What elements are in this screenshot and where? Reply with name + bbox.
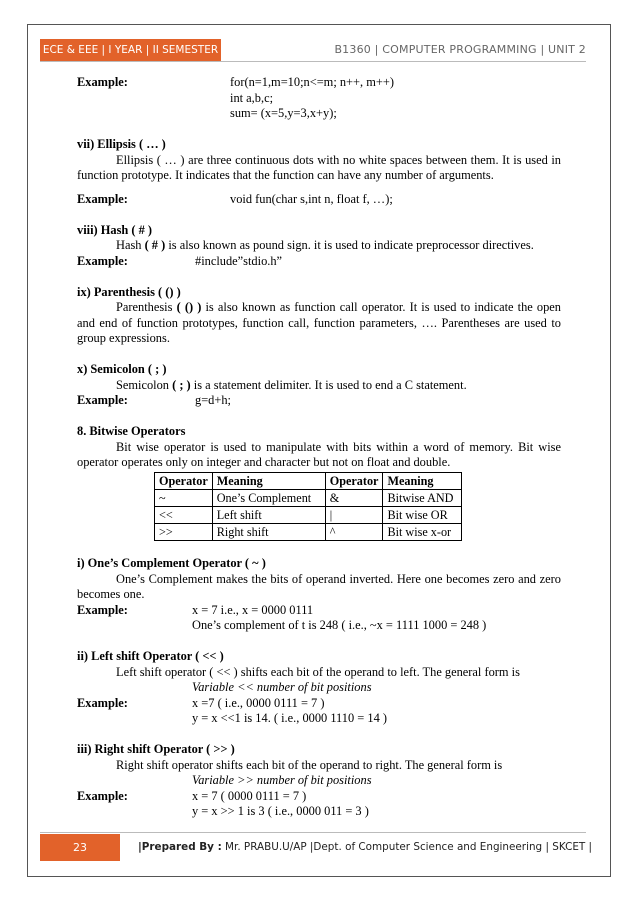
paren-text: is also known as function call operator. It is used to indicate the open and end of function prototypes, function call, function parameters, …. Parentheses are used to group expressions. [77, 300, 561, 345]
operators-table [154, 472, 462, 541]
hash-text: Hash [116, 238, 145, 252]
example-label: Example: [77, 253, 128, 268]
footer-prepared-text: Mr. PRABU.U/AP |Dept. of Computer Science and Engineering | SKCET | [221, 841, 593, 853]
section-heading-semicolon: x) Semicolon ( ; ) [77, 362, 167, 376]
example-label: Example: [77, 788, 128, 803]
example-code: void fun(char s,int n, float f, …); [230, 191, 393, 206]
general-form-row [77, 680, 561, 696]
example-row [77, 711, 561, 727]
paragraph-left-shift: Left shift operator ( << ) shifts each bit of the operand to left. The general form is [116, 664, 520, 679]
section-heading-left-shift: ii) Left shift Operator ( << ) [77, 649, 224, 663]
example-row [77, 254, 561, 270]
header-course-tag: ECE & EEE | I YEAR | II SEMESTER [40, 39, 221, 61]
example-row [77, 603, 561, 619]
table-row [155, 489, 462, 506]
page-content [77, 75, 561, 820]
table-cell: Bit wise x-or [383, 523, 462, 540]
general-form-row [77, 773, 561, 789]
header-title: B1360 | COMPUTER PROGRAMMING | UNIT 2 [334, 43, 586, 56]
section-heading-ones-complement: i) One’s Complement Operator ( ~ ) [77, 556, 266, 570]
example-label: Example: [77, 191, 128, 206]
table-cell: Right shift [212, 523, 325, 540]
header-divider [40, 61, 586, 62]
example-code: int a,b,c; [230, 90, 274, 105]
example-row [77, 91, 561, 107]
table-cell: >> [155, 523, 213, 540]
table-cell: ~ [155, 489, 213, 506]
example-code: sum= (x=5,y=3,x+y); [230, 106, 337, 120]
hash-text: is also known as pound sign. it is used to indicate preprocessor directives. [165, 238, 534, 252]
paren-symbol: ( () ) [176, 300, 202, 314]
table-cell: | [325, 506, 383, 523]
paren-text: Parenthesis [116, 300, 177, 314]
example-row [77, 804, 561, 820]
table-cell: ^ [325, 523, 383, 540]
page-number: 23 [40, 834, 120, 861]
paragraph-ellipsis: Ellipsis ( … ) are three continuous dots with no white spaces between them. It is used in function prototype. It indicates that the function can have any number of arguments. [77, 152, 561, 182]
paragraph-right-shift: Right shift operator shifts each bit of the operand to right. The general form is [116, 757, 503, 772]
example-code: x =7 ( i.e., 0000 0111 = 7 ) [192, 695, 325, 710]
example-label: Example: [77, 75, 128, 89]
example-code: for(n=1,m=10;n<=m; n++, m++) [230, 75, 394, 89]
table-row [155, 506, 462, 523]
table-cell: << [155, 506, 213, 523]
paragraph-parenthesis [77, 300, 561, 347]
example-label: Example: [77, 695, 128, 710]
general-form: Variable << number of bit positions [192, 680, 372, 694]
example-code: x = 7 i.e., x = 0000 0111 [192, 602, 314, 617]
section-heading-hash: viii) Hash ( # ) [77, 222, 153, 237]
example-code: x = 7 ( 0000 0111 = 7 ) [192, 788, 307, 803]
example-code: y = x >> 1 is 3 ( i.e., 0000 011 = 3 ) [192, 804, 369, 818]
example-row [77, 789, 561, 805]
table-cell: One’s Complement [212, 489, 325, 506]
example-label: Example: [77, 602, 128, 617]
hash-symbol: ( # ) [144, 238, 166, 252]
section-heading-bitwise: 8. Bitwise Operators [77, 424, 186, 438]
semi-text: is a statement delimiter. It is used to end a C statement. [190, 377, 467, 392]
footer-text [138, 834, 592, 861]
example-code: y = x <<1 is 14. ( i.e., 0000 1110 = 14 ) [192, 711, 387, 725]
example-row [77, 393, 561, 409]
example-row [77, 192, 561, 208]
example-row [77, 75, 561, 91]
table-cell: Bit wise OR [383, 506, 462, 523]
example-code: #include”stdio.h” [195, 253, 283, 268]
example-row [77, 106, 561, 122]
general-form: Variable >> number of bit positions [192, 773, 372, 787]
paragraph-hash [77, 238, 561, 254]
table-cell: & [325, 489, 383, 506]
table-header-row [155, 472, 462, 489]
section-heading-right-shift: iii) Right shift Operator ( >> ) [77, 742, 235, 756]
section-heading-parenthesis: ix) Parenthesis ( () ) [77, 284, 181, 299]
semi-symbol: ( ; ) [172, 377, 191, 392]
example-label: Example: [77, 393, 128, 407]
table-cell: Left shift [212, 506, 325, 523]
table-cell: Bitwise AND [383, 489, 462, 506]
footer-divider [40, 832, 586, 833]
table-header: Operator [155, 472, 213, 489]
footer-prepared-label: |Prepared By : [138, 841, 222, 853]
paragraph-semicolon [77, 378, 561, 394]
table-header: Meaning [212, 472, 325, 489]
example-code: g=d+h; [195, 393, 232, 407]
table-header: Operator [325, 472, 383, 489]
example-code: One’s complement of t is 248 ( i.e., ~x = 1111 1000 = 248 ) [192, 618, 487, 632]
table-header: Meaning [383, 472, 462, 489]
semi-text: Semicolon [116, 377, 173, 392]
table-row [155, 523, 462, 540]
paragraph-ones-complement: One’s Complement makes the bits of operand inverted. Here one becomes zero and zero becomes one. [77, 571, 561, 601]
section-heading-ellipsis: vii) Ellipsis ( … ) [77, 137, 166, 151]
paragraph-bitwise: Bit wise operator is used to manipulate with bits within a word of memory. Bit wise operator operates only on integer and character but not on float and double. [77, 439, 561, 469]
example-row [77, 618, 561, 634]
example-row [77, 696, 561, 712]
